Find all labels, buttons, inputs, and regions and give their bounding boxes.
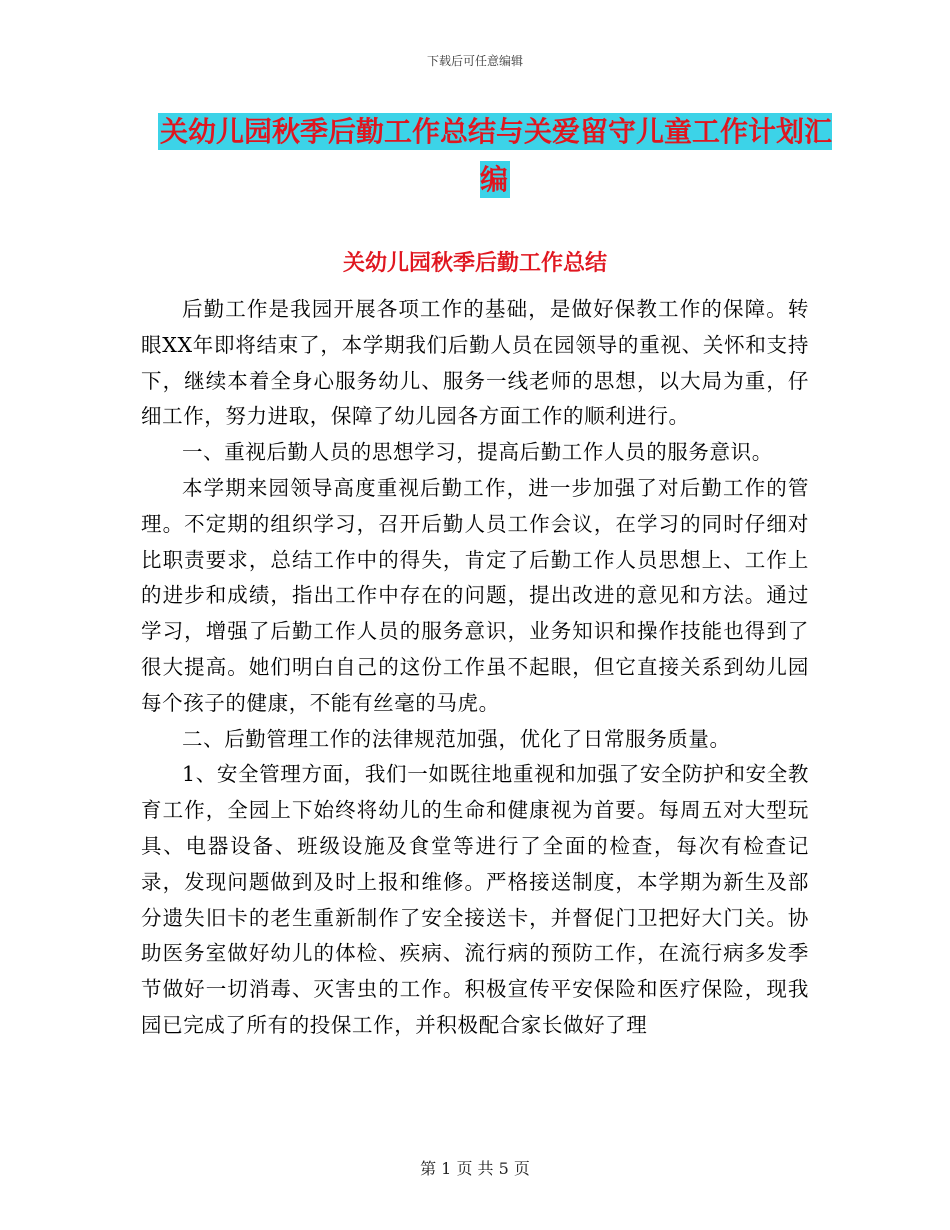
document-title bbox=[150, 108, 840, 204]
paragraph-study: 本学期来园领导高度重视后勤工作，进一步加强了对后勤工作的管理。不定期的组织学习，召开后勤人员工作会议，在学习的同时仔细对比职责要求，总结工作中的得失，肯定了后勤工作人员思想上、工作上的进步和成绩，指出工作中存在的问题，提出改进的意见和方法。通过学习，增强了后勤工作人员的服务意识，业务知识和操作技能也得到了很大提高。她们明白自己的这份工作虽不起眼，但它直接关系到幼儿园每个孩子的健康，不能有丝毫的马虎。 bbox=[141, 475, 809, 715]
paragraph-heading-2: 二、后勤管理工作的法律规范加强，优化了日常服务质量。 bbox=[182, 726, 731, 751]
section-title: 关幼儿园秋季后勤工作总结 bbox=[342, 251, 607, 276]
paragraph-safety: 1、安全管理方面，我们一如既往地重视和加强了安全防护和安全教育工作，全园上下始终将幼儿的生命和健康视为首要。每周五对大型玩具、电器设备、班级设施及食堂等进行了全面的检查，每次有检查记录，发现问题做到及时上报和维修。严格接送制度，本学期为新生及部分遗失旧卡的老生重新制作了安全接送卡，并督促门卫把好大门关。协助医务室做好幼儿的体检、疾病、流行病的预防工作，在流行病多发季节做好一切消毒、灭害虫的工作。积极宣传平安保险和医疗保险，现我园已完成了所有的投保工作，并积极配合家长做好了理 bbox=[141, 762, 809, 1037]
document-title-text: 关幼儿园秋季后勤工作总结与关爱留守儿童工作计划汇编 bbox=[159, 115, 832, 196]
header-note: 下载后可任意编辑 bbox=[426, 54, 523, 68]
paragraph-heading-1: 一、重视后勤人员的思想学习，提高后勤工作人员的服务意识。 bbox=[182, 440, 773, 465]
page-footer: 第 1 页 共 5 页 bbox=[420, 1159, 530, 1178]
paragraph-intro: 后勤工作是我园开展各项工作的基础，是做好保教工作的保障。转眼XX年即将结束了，本学期我们后勤人员在园领导的重视、关怀和支持下，继续本着全身心服务幼儿、服务一线老师的思想，以大局为重，仔细工作，努力进取，保障了幼儿园各方面工作的顺利进行。 bbox=[141, 297, 809, 429]
document-body bbox=[141, 292, 809, 1044]
